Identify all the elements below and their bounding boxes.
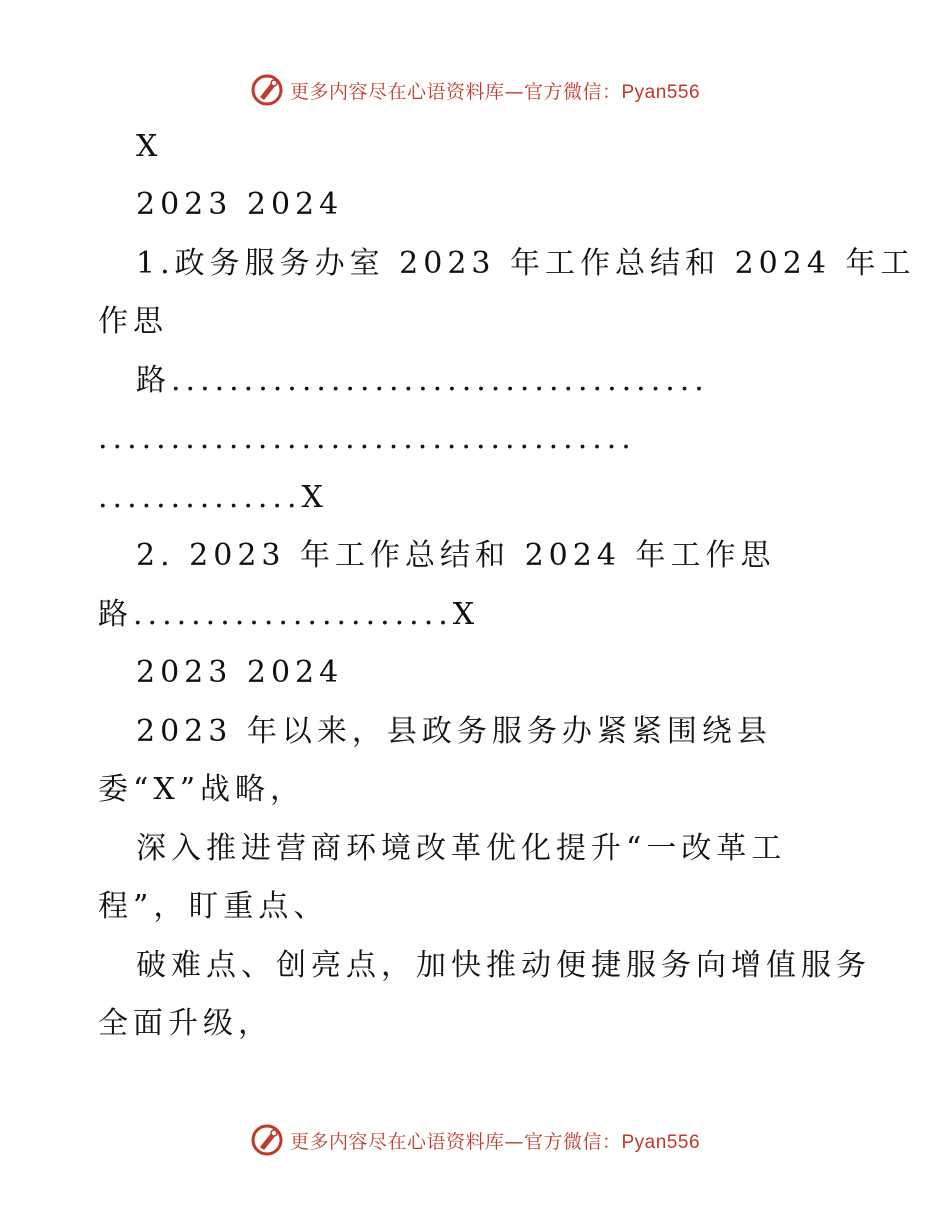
body-paragraph-line: 全面升级， bbox=[98, 1006, 273, 1041]
toc-leader: ..................................... bbox=[98, 421, 636, 456]
body-paragraph-line: 委“X”战略， bbox=[98, 772, 306, 807]
toc-leader: 路..................................... bbox=[136, 363, 709, 398]
watermark-brand: 更多内容尽在心语资料库 bbox=[289, 1130, 505, 1153]
watermark-text bbox=[290, 1127, 700, 1154]
watermark-brand: 更多内容尽在心语资料库 bbox=[289, 80, 505, 103]
watermark-wechat-id: Pyan556 bbox=[621, 1131, 701, 1153]
doc-line: X bbox=[136, 129, 163, 164]
doc-line: 2023 2024 bbox=[136, 187, 344, 222]
watermark-separator: — bbox=[504, 80, 524, 103]
watermark-wechat-label: 官方微信： bbox=[523, 1130, 622, 1153]
body-paragraph-line: 2023 年以来，县政务服务办紧紧围绕县 bbox=[136, 714, 772, 749]
watermark-wechat-id: Pyan556 bbox=[621, 81, 701, 103]
body-paragraph-line: 破难点、创亮点，加快推动便捷服务向增值服务 bbox=[136, 948, 871, 983]
doc-line: 作思 bbox=[98, 304, 168, 339]
body-paragraph-line: 深入推进营商环境改革优化提升“一改革工 bbox=[136, 831, 787, 866]
toc-entry-1: 1.政务服务办室 2023 年工作总结和 2024 年工 bbox=[136, 246, 916, 281]
toc-entry-2: 2. 2023 年工作总结和 2024 年工作思 bbox=[136, 538, 776, 573]
doc-line: 2023 2024 bbox=[136, 655, 344, 690]
watermark-wechat-label: 官方微信： bbox=[523, 80, 622, 103]
footer-watermark bbox=[0, 1120, 950, 1160]
watermark-separator: — bbox=[504, 1130, 524, 1153]
toc-leader: ..............X bbox=[98, 480, 328, 515]
toc-leader: 路......................X bbox=[98, 597, 480, 632]
pen-circle-logo-icon bbox=[250, 1123, 284, 1157]
body-paragraph-line: 程”，盯重点、 bbox=[98, 889, 329, 924]
